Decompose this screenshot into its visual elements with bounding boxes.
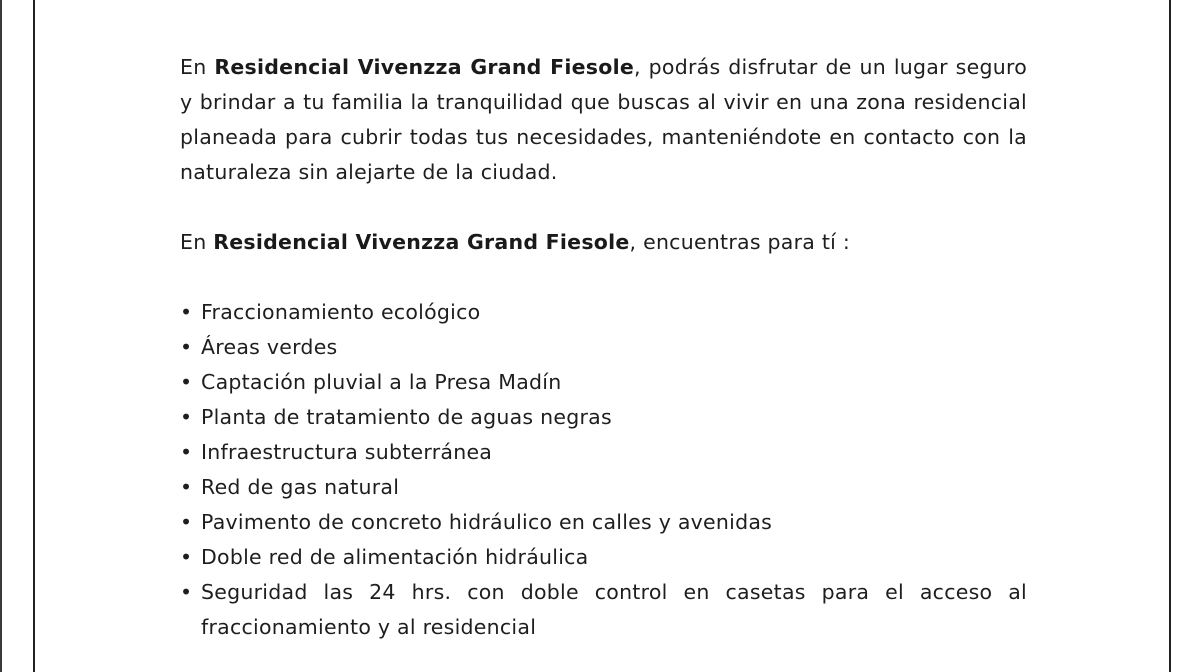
list-item: • Fraccionamiento ecológico (180, 295, 1027, 330)
intro-residential-name: Residencial Vivenzza Grand Fiesole (214, 55, 635, 79)
list-item: • Áreas verdes (180, 330, 1027, 365)
list-item: • Captación pluvial a la Presa Madín (180, 365, 1027, 400)
features-intro-residential-name: Residencial Vivenzza Grand Fiesole (213, 230, 630, 254)
list-item: • Doble red de alimentación hidráulica (180, 540, 1027, 575)
list-item: • Infraestructura subterránea (180, 435, 1027, 470)
left-edge-line (0, 0, 2, 672)
frame-right-border (1169, 0, 1171, 672)
list-item: • Pavimento de concreto hidráulico en calles y avenidas (180, 505, 1027, 540)
intro-body: , podrás disfrutar de un lugar seguro y brindar a tu familia la tranquilidad que buscas al vivir en una zona residencial planeada para cubrir todas tus necesidades, manteniéndote en contacto con la naturaleza sin alejarte de la ciudad. (180, 55, 1027, 184)
features-intro-paragraph (180, 225, 1027, 260)
paragraph-spacer (180, 260, 1027, 295)
features-intro-body: , encuentras para tí : (629, 230, 851, 254)
list-item: • Red de gas natural (180, 470, 1027, 505)
document-content (180, 50, 1027, 645)
list-item: • Seguridad las 24 hrs. con doble control en casetas para el acceso al fraccionamiento y al residencial (180, 575, 1027, 645)
intro-prefix: En (180, 55, 215, 79)
features-intro-prefix: En (180, 230, 214, 254)
frame-left-border (33, 0, 35, 672)
features-list (180, 295, 1027, 645)
paragraph-spacer (180, 190, 1027, 225)
intro-paragraph (180, 50, 1027, 190)
list-item: • Planta de tratamiento de aguas negras (180, 400, 1027, 435)
